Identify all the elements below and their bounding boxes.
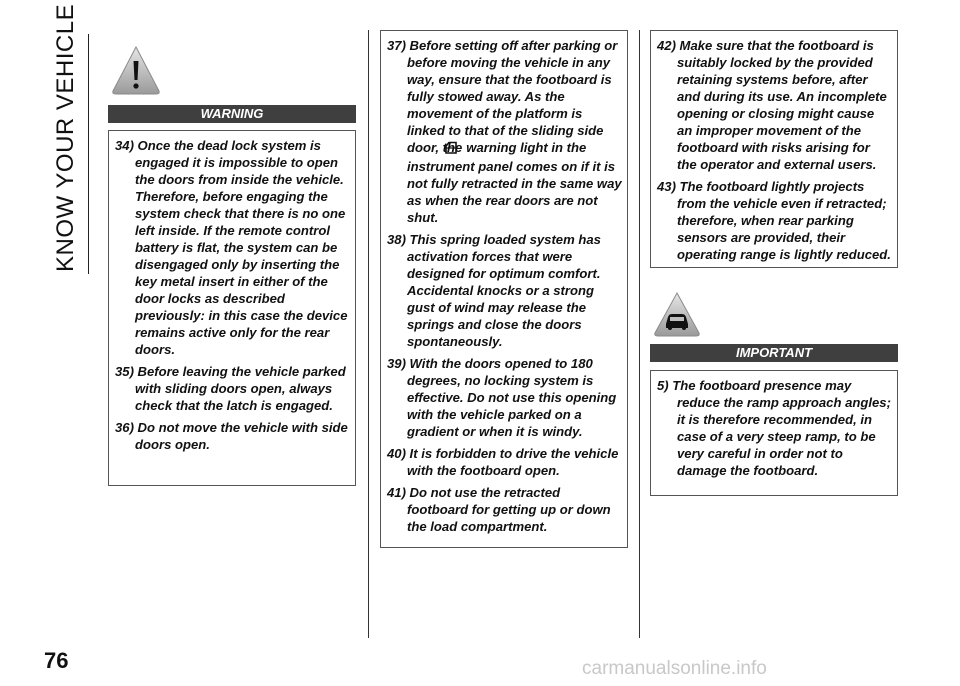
warning-item-37-text-end: warning light in the instrument panel comes on if it is not fully retracted in the same way as when the rear doors are not shut. (407, 140, 622, 225)
warning-item-37-text-start: 37) Before setting off after parking or before moving the vehicle in any way, ensure that the footboard is fully stowed away. As the movement of the platform is linked to that of the sliding side door, the (387, 38, 618, 155)
warning-item-42: 42) Make sure that the footboard is suitably locked by the provided retaining systems before, after and during its use. An incomplete opening or closing might cause an improper movement of the footboard with risks arising for the operator and external users. (657, 38, 887, 172)
exclamation-triangle-icon (110, 44, 162, 96)
column-rule-2 (639, 30, 640, 638)
warning-box-column-2 (380, 30, 628, 548)
warning-item-37 (387, 37, 623, 226)
warning-item-38: 38) This spring loaded system has activation forces that were designed for optimum comfort. Accidental knocks or a strong gust of wind may release the springs and close the doors spontaneously. (387, 232, 601, 349)
important-title-bar: IMPORTANT (650, 344, 898, 362)
warning-item-39: 39) With the doors opened to 180 degrees, no locking system is effective. Do not use this opening with the vehicle parked on a gradient or when it is windy. (387, 356, 617, 439)
section-divider (88, 34, 89, 274)
warning-box-column-1 (108, 130, 356, 486)
column-rule-1 (368, 30, 369, 638)
warning-item-35: 35) Before leaving the vehicle parked with sliding doors open, always check that the latch is engaged. (115, 364, 346, 413)
warning-item-36: 36) Do not move the vehicle with side doors open. (115, 420, 348, 452)
page-number: 76 (44, 648, 69, 673)
warning-item-41: 41) Do not use the retracted footboard for getting up or down the load compartment. (387, 485, 611, 534)
warning-item-43: 43) The footboard lightly projects from the vehicle even if retracted; therefore, when rear parking sensors are provided, their operating range is lightly reduced. (657, 179, 891, 262)
warning-item-40: 40) It is forbidden to drive the vehicle with the footboard open. (387, 446, 619, 478)
section-title: KNOW YOUR VEHICLE (52, 3, 79, 272)
warning-box-column-3 (650, 30, 898, 268)
important-box (650, 370, 898, 496)
important-item-5: 5) The footboard presence may reduce the ramp approach angles; it is therefore recommended, in case of a very steep ramp, to be very careful in order not to damage the footboard. (657, 378, 891, 478)
warning-title-bar: WARNING (108, 105, 356, 123)
car-triangle-icon (652, 290, 702, 338)
watermark: carmanualsonline.info (582, 658, 767, 679)
warning-item-34: 34) Once the dead lock system is engaged it is impossible to open the doors from inside the vehicle. Therefore, before engaging the system check that there is no one left inside. If the remote control battery is flat, the system can be disengaged only by inserting the key metal insert in either of the door locks as described previously: in this case the device remains active only for the rear doors. (115, 138, 348, 357)
